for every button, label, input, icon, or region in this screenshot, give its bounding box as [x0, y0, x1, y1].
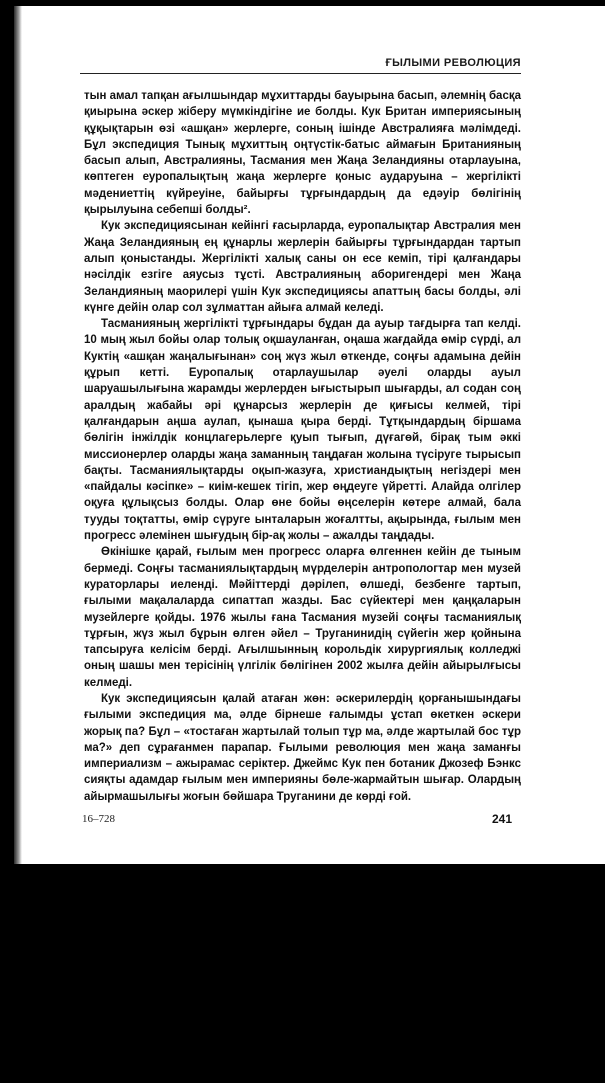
paragraph-1: тын амал тапқан ағылшындар мұхиттарды бауырына басып, әлемнің басқа қиырына әскер жіберу мүмкіндігіне ие болды. Кук Британ империясының құқықтарын өзі «ашқан» жерлерге, соның ішінде Австралияға мәлімдеді. Бұл экспедиция Тынық мұхиттың оңтүстік-батыс аймағын Британияның басып алып, Австралияны, Тасмания мен Жаңа Зеландияны отарлауына, көптеген еуропалықтың жаңа жерлерге қоныс аударуына – жергілікті мәдениеттің күйреуіне, байырғы тұрғындардың да едәуір бөлігінің қырылуына себепші болды².: [84, 90, 521, 217]
scan-background: [14, 864, 605, 1083]
page-number: 241: [492, 812, 513, 826]
running-head: ҒЫЛЫМИ РЕВОЛЮЦИЯ: [385, 57, 521, 69]
paragraph-4: Өкінішке қарай, ғылым мен прогресс оларға өлгеннен кейін де тыным бермеді. Соңғы тасманиялықтардың мүрделерін антропологтар мен музей кураторлары иеленді. Мәйіттерді дәрілеп, өлшеді, безбенге тартып, ғылыми мақалаларда сипаттап жазды. Бас сүйектері мен қаңқаларын музейлерге қойды. 1976 жылы ғана Тасмания музейі соңғы тасманиялық тұрғын, жүз жыл бұрын өлген әйел – Труганинидің сүйегін жер қойнына тапсыруға келісім берді. Ағылшынның корольдік хирургиялық колледжі оның шашы мен терісінің үлгілік бөлігінен 2002 жылға дейін айырылғысы келмеді.: [84, 546, 521, 689]
paragraph-3: Тасманияның жергілікті тұрғындары бұдан да ауыр тағдырға тап келді. 10 мың жыл бойы олар толық оқшауланған, оңаша жағдайда өмір сүрді, ал Куктің «ашқан жаңалығынан» соң жүз жыл өткенде, соңғы адамына дейін құрып кетті. Еуропалық отарлаушылар әуелі оларды ауыл шаруашылығына жарамды жерлерден ығыстырып шығарды, ал содан соң аралдың жабайы әрі құнарсыз жерлерін де қиғысы келмей, тірі қалғандарын аңша аулап, қынаша қыра берді. Тұтқындардың біршама бөлігін інжілдік концлагерьлерге қуып тығып, дүғагөй, бірақ тым әккі миссионерлер оларды жаңа заманның таңдаған жолына түсіруге тырысып бақты. Тасманиялықтарды оқып-жазуға, христиандықтың негіздері мен «пайдалы кәсіпке» – киім-кешек тігіп, жер өңдеуге үйретті. Алайда олгілер оқуға құлықсыз болды. Олар өне бойы өңселерін көтере алмай, бала тууды тоқтатты, өмір сүруге ынталарын жоғалтты, ақырында, ғылым мен прогресс әлемінен шығудың бір-ақ жолы – ажалды таңдады.: [84, 318, 521, 543]
book-page: [14, 6, 605, 864]
paragraph-2: Кук экспедициясынан кейінгі ғасырларда, еуропалықтар Австралия мен Жаңа Зеландияның ең құнарлы жерлерін байырғы тұрғындардан тартып алып қоныстанды. Жергілікті халық саны он есе кеміп, тірі қалғандары нәсілдік езгіге аяусыз тұсті. Австралияның аборигендері мен Жаңа Зеландияның маорилері үшін Кук экспедициясы апаттың басы болды, әлі күнге дейін олар сол зұлматтан айыға алмай келеді.: [84, 220, 521, 314]
page-spine-shadow: [14, 6, 22, 864]
header-rule: [80, 73, 521, 74]
signature-mark: 16–728: [82, 813, 115, 825]
body-text: [84, 88, 521, 805]
paragraph-5: Кук экспедициясын қалай атаған жөн: әскерилердің қорғанышындағы ғылыми экспедиция ма, әлде бірнеше ғалымды ұстап өкеткен әскери жорық па? Бұл – «тостаған жартылай толып тұр ма, әлде жартылай бос тұр ма?» деп сұрағанмен парапар. Ғылыми революция мен жаңа заманғы империализм – ажырамас серіктер. Джеймс Кук пен ботаник Джозеф Бэнкс сияқты адамдар ғылым мен империяны бөле-жармайтын шығар. Олардың айырмашылығы жоғын бөйшара Труганини де көрді ғой.: [84, 692, 521, 803]
